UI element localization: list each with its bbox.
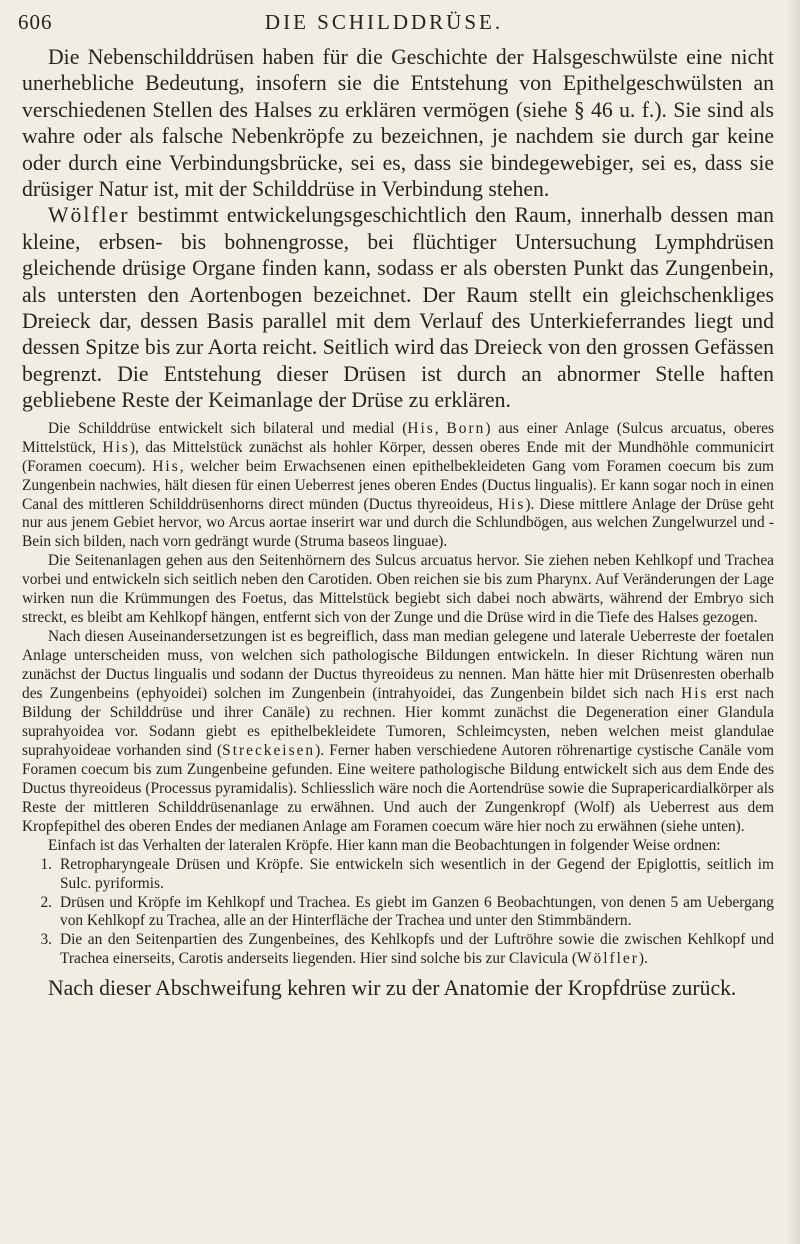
paragraph-text: bestimmt entwickelungsgeschichtlich den Raum, innerhalb dessen man kleine, erbsen- bis bohnengrosse, bei flüchtiger Untersuchung Lymphdrüsen gleichende drüsige Organe finden kann, sodass er als obersten Punkt das Zungenbein, als untersten den Aortenbogen bezeichnet. Der Raum stellt ein gleichschenkliges Dreieck dar, dessen Basis parallel mit dem Verlauf des Unterkieferrandes liegt und dessen Spitze bis zur Aorta reicht. Seitlich wird das Dreieck von den grossen Gefässen begrenzt. Die Entstehung dieser Drüsen ist durch an abnormer Stelle haften gebliebene Reste der Keimanlage der Drüse zu erklären. [22,203,774,413]
paragraph-text: Nach dieser Abschweifung kehren wir zu der Anatomie der Kropfdrüse zurück. [48,976,737,1001]
list-text-group [60,931,774,969]
paragraph-nebenschilddruesen [22,44,774,202]
page-header [18,10,750,36]
author-name: His [152,457,180,475]
paragraph-return [22,975,774,1001]
text-run: , [434,419,447,437]
paragraph-text: Die Seitenanlagen gehen aus den Seitenhörnern des Sulcus arcuatus hervor. Sie ziehen neben Kehlkopf und Trachea vorbei und entwickeln sich seitlich neben den Carotiden. Oben reichen sie bis zum Pharynx. Auf Veränderungen der Lage wirken nun die Krümmungen des Foetus, das Mittelstück begiebt sich dabei noch abwärts, während der Embryo sich streckt, es bleibt am Kehlkopf hängen, entfernt sich von der Zunge und die Drüse wird in die Tiefe des Halses gezogen. [22,552,774,627]
text-run: ). Ferner haben verschiedene Autoren röhrenartige cystische Canäle vom Foramen coecum bis zum Zungenbeine gefunden. Eine weitere pathologische Bildung entwickelt sich aus dem Ende des Ductus thyreoideus (Processus pyramidalis). Schliesslich wäre noch die Aortendrüse sowie die Suprapericardialkörper als Reste der mittleren Schilddrüsenanlage zu erwähnen. Und auch der Zungenkropf (Wolf) als Ueberrest aus dem Kropfepithel des oberen Endes der medianen Anlage am Foramen coecum wäre hier noch zu erwähnen (siehe unten). [22,741,775,835]
small-paragraph-lateral [22,552,774,628]
text-run: ) aus einer Anlage (Sulcus arcuatus, oberes Mittelstück, [22,419,775,456]
text-run: , welcher beim Erwachsenen einen epithelbekleideten Gang vom Foramen coecum bis zum Zungenbein nachwies, hält diesen für einen Ueberrest jenes oberen Endes (Ductus lingualis). Er kann sogar noch in einen Canal des mittleren Schilddrüsenhorns direct münden (Ductus thyreoideus, [22,457,774,513]
author-name: His [102,438,130,456]
list-text: Retropharyngeale Drüsen und Kröpfe. Sie entwickeln sich wesentlich in der Gegend der Epiglottis, seitlich im Sulc. pyriformis. [60,855,774,892]
author-name: Streckeisen [222,741,316,759]
paragraph-woelfler [22,202,774,413]
list-number: 1. [40,855,52,873]
list-text: Die an den Seitenpartien des Zungenbeines, des Kehlkopfs und der Luftröhre sowie die zwischen Kehlkopf und Trachea einerseits, Carotis anderseits liegenden. Hier sind solche bis zur Clavicula ( [60,931,774,968]
author-name: His [497,495,526,513]
text-run: Die Schilddrüse entwickelt sich bilateral und medial ( [48,419,408,437]
text-run: Nach diesen Auseinandersetzungen ist es begreiflich, dass man median gelegene und laterale Ueberreste der foetalen Anlage unterscheiden muss, von welchen sich pathologische Bildungen entwickeln. In dieser Richtung wären nun zunächst der Ductus lingualis und sodann der Ductus thyreoideus zu nennen. Man hätte hier mit Drüsenresten oberhalb des Zungenbeins (ephyoidei) solchen im Zungenbein (intrahyoidei, das Zungenbein bildet sich nach [22,628,774,703]
list-number: 2. [40,893,52,911]
list-item [22,894,774,932]
author-name: Born [446,419,486,437]
paragraph-text: Die Nebenschilddrüsen haben für die Geschichte der Halsgeschwülste eine nicht unerhebliche Bedeutung, insofern sie die Entstehung von Epithelgeschwülsten an verschiedenen Stellen des Halses zu erklären vermögen (siehe § 46 u. f.). Sie sind als wahre oder als falsche Nebenkröpfe zu bezeichnen, je nachdem sie durch gar keine oder durch eine Verbindungsbrücke, sei es, dass sie bindegewebiger, sei es, dass sie drüsiger Natur ist, mit der Schilddrüse in Verbindung stehen. [22,45,774,202]
list-item [22,856,774,894]
list-text: ). [638,950,648,968]
page-edge-shadow [786,0,800,1244]
small-paragraph-remnants [22,628,774,836]
page-number: 606 [18,10,53,34]
paragraph-text: Einfach ist das Verhalten der lateralen Kröpfe. Hier kann man die Beobachtungen in folgender Weise ordnen: [48,836,721,854]
list-text: Drüsen und Kröpfe im Kehlkopf und Trachea. Es giebt im Ganzen 6 Beobachtungen, von denen 5 am Uebergang von Kehlkopf zu Trachea, alle an der Hinterfläche der Trachea und unter den Stimmbändern. [60,893,774,930]
author-name: His [681,685,709,703]
running-head: DIE SCHILDDRÜSE. [264,10,504,34]
author-name: Wölfler [577,950,639,968]
list-number: 3. [40,931,52,949]
text-run: ), das Mittelstück zunächst als hohler Körper, dessen oberes Ende mit der Mundhöhle communicirt (Foramen coecum). [22,438,774,475]
numbered-list [22,856,774,970]
small-paragraph-development [22,420,774,553]
author-name: Wölfler [48,203,130,228]
list-item [22,931,774,969]
text-run: erst nach Bildung der Schilddrüse und ihrer Canäle) zu rechnen. Hier kommt zunächst die Degeneration einer Glandula suprahyoidea vor. Sodann giebt es epithelbekleidete Tumoren, Schleimcysten, neben welchen meist glandulae suprahyoideae vorhanden sind ( [22,685,774,759]
body-text [22,44,774,1002]
text-run: ). Diese mittlere Anlage der Drüse geht nur aus jenem Gebiet hervor, wo Arcus aortae inserirt war und durch die Schlundbögen, aus welchen Zungelwurzel und -Bein sich bilden, nach vorn gedrängt wurde (Struma baseos linguae). [22,495,774,551]
author-name: His [407,419,435,437]
small-paragraph-lateral-goitres [22,837,774,856]
